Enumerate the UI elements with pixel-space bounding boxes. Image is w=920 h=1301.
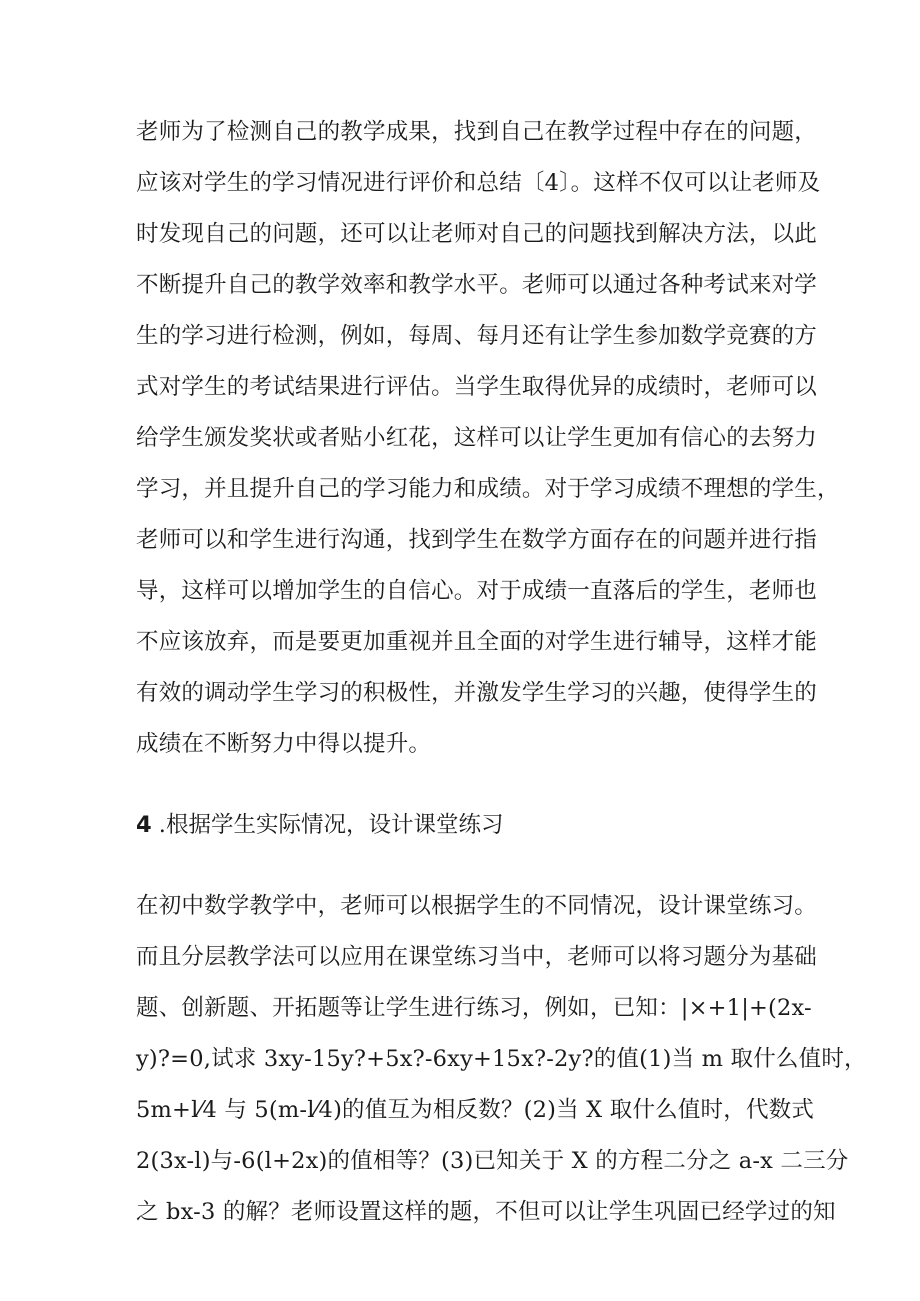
- text-line: 不断提升自己的教学效率和教学水平。老师可以通过各种考试来对学: [136, 272, 818, 298]
- section-heading: [136, 810, 503, 840]
- text-line: 式对学生的考试结果进行评估。当学生取得优异的成绩时，老师可以: [136, 374, 818, 400]
- text-line: 成绩在不断努力中得以提升。: [136, 731, 432, 757]
- text-line: 在初中数学教学中，老师可以根据学生的不同情况，设计课堂练习。: [136, 893, 818, 919]
- text-line: 之 bx-3 的解？老师设置这样的题，不但可以让学生巩固已经学过的知: [136, 1199, 836, 1225]
- text-line: 题、创新题、开拓题等让学生进行练习，例如，已知：|×+1|+(2x-: [136, 995, 812, 1021]
- text-line: 有效的调动学生学习的积极性，并激发学生学习的兴趣，使得学生的: [136, 680, 818, 706]
- text-line: 5m+l⁄4 与 5(m-l⁄4)的值互为相反数？(2)当 X 取什么值时，代数式: [136, 1097, 815, 1123]
- text-line: 生的学习进行检测，例如，每周、每月还有让学生参加数学竞赛的方: [136, 323, 818, 349]
- section-number: 4: [136, 812, 152, 838]
- text-line: 2(3x-l)与-6(l+2x)的值相等？(3)已知关于 X 的方程二分之 a-x 二三分: [136, 1148, 849, 1174]
- text-line: 学习，并且提升自己的学习能力和成绩。对于学习成绩不理想的学生，: [136, 476, 840, 502]
- text-line: 不应该放弃，而是要更加重视并且全面的对学生进行辅导，这样才能: [136, 629, 818, 655]
- section-title: .根据学生实际情况，设计课堂练习: [151, 812, 504, 838]
- text-line: 老师可以和学生进行沟通，找到学生在数学方面存在的问题并进行指: [136, 527, 818, 553]
- text-line: 而且分层教学法可以应用在课堂练习当中，老师可以将习题分为基础: [136, 944, 818, 970]
- text-line: 导，这样可以增加学生的自信心。对于成绩一直落后的学生，老师也: [136, 578, 818, 604]
- text-line: y)?=0,试求 3xy-15y?+5x?-6xy+15x?-2y?的值(1)当 m 取什么值时，: [136, 1046, 867, 1072]
- text-line: 老师为了检测自己的教学成果，找到自己在教学过程中存在的问题，: [136, 119, 818, 145]
- text-line: 应该对学生的学习情况进行评价和总结〔4〕。这样不仅可以让老师及: [136, 170, 821, 196]
- text-line: 给学生颁发奖状或者贴小红花，这样可以让学生更加有信心的去努力: [136, 425, 818, 451]
- text-line: 时发现自己的问题，还可以让老师对自己的问题找到解决方法，以此: [136, 221, 818, 247]
